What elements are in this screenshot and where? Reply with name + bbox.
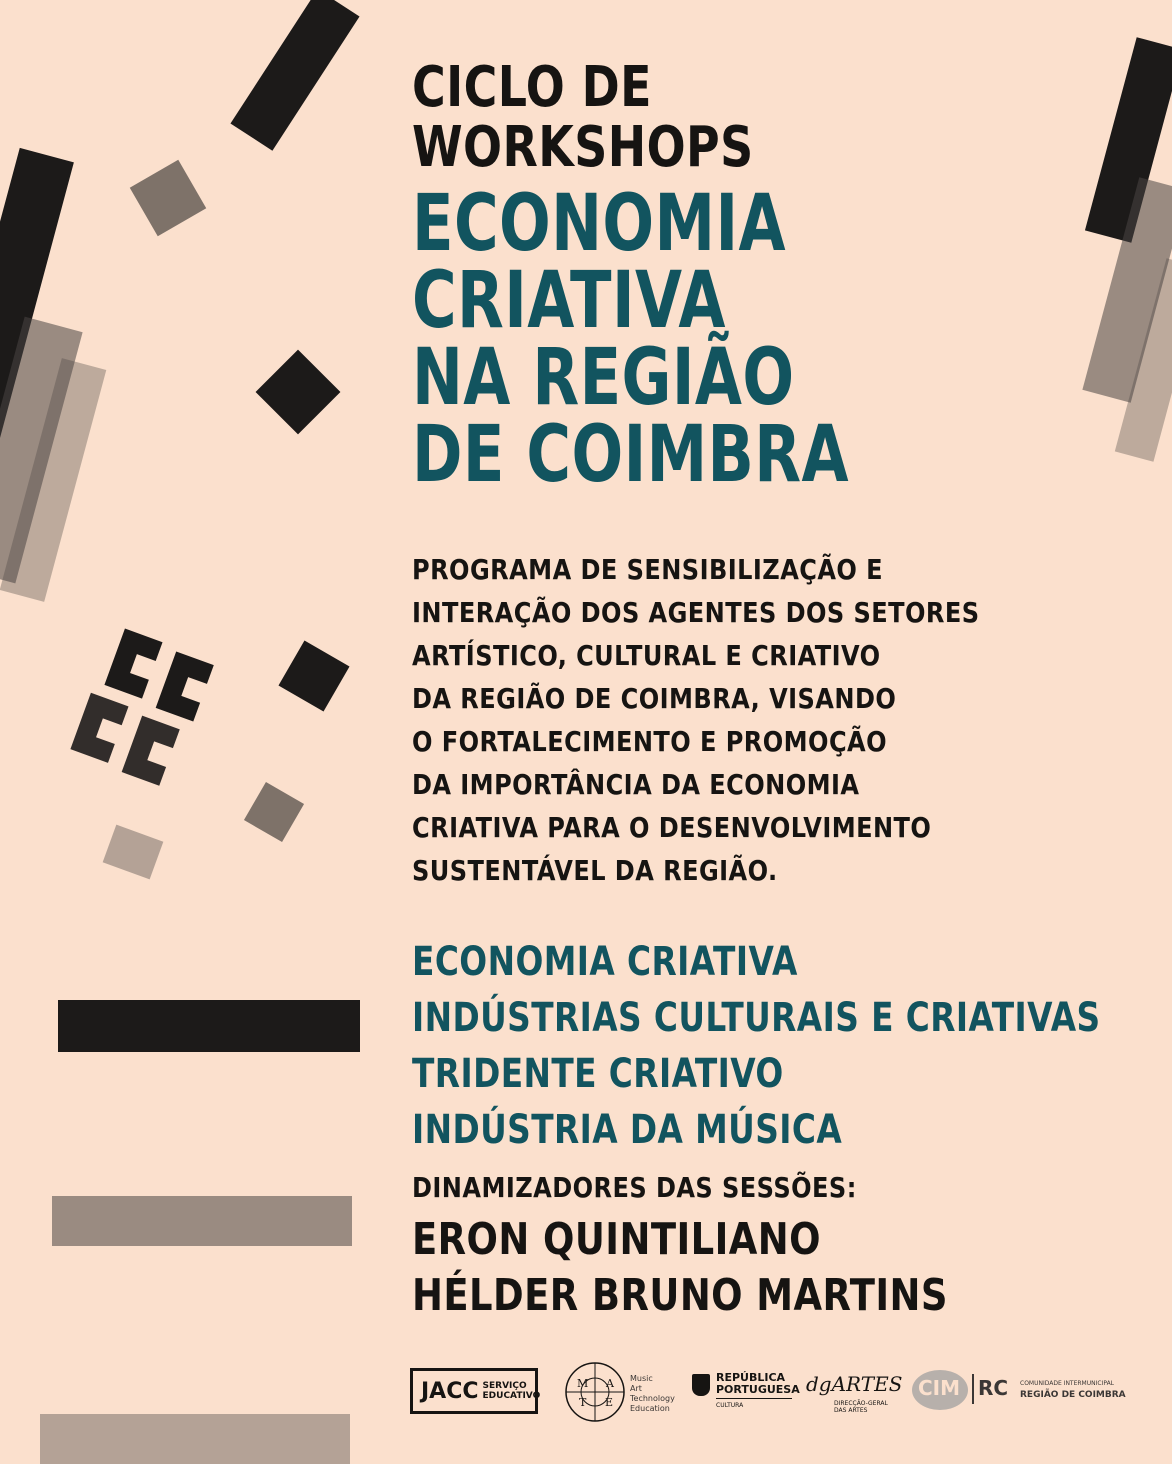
- stamp-bar-top: [230, 0, 359, 151]
- dgartes-sub: DIRECÇÃO-GERAL DAS ARTES: [834, 1400, 888, 1414]
- description-line: ARTÍSTICO, CULTURAL E CRIATIVO: [412, 639, 881, 672]
- mate-label-line: Art: [630, 1384, 642, 1393]
- title: [412, 55, 754, 180]
- mate-letter: M: [577, 1377, 589, 1390]
- republica-portuguesa-logo: [692, 1360, 802, 1424]
- stamp-square-small: [130, 160, 206, 236]
- mate-label-line: Technology: [630, 1394, 675, 1403]
- stamp-diamond: [256, 350, 341, 435]
- topic-item: ECONOMIA CRIATIVA: [412, 939, 798, 985]
- description-line: PROGRAMA DE SENSIBILIZAÇÃO E: [412, 553, 884, 586]
- description-line: O FORTALECIMENTO E PROMOÇÃO: [412, 725, 888, 758]
- dgartes-main: dgARTES: [806, 1372, 903, 1396]
- subtitle-line: CRIATIVA: [412, 256, 726, 346]
- jacc-logo-sub: SERVIÇO EDUCATIVO: [482, 1381, 541, 1401]
- rc-text: RC: [978, 1376, 1009, 1400]
- divider: [972, 1374, 974, 1404]
- jacc-logo: [410, 1368, 541, 1414]
- divider: [716, 1398, 792, 1399]
- stamp-bar-horizontal-faded-2: [40, 1414, 350, 1464]
- republica-logo-text: [716, 1372, 800, 1396]
- republica-line: PORTUGUESA: [716, 1383, 800, 1396]
- cim-text: CIM: [918, 1376, 961, 1400]
- facilitator-name: ERON QUINTILIANO: [412, 1214, 821, 1265]
- stamp-square-faded: [244, 782, 304, 842]
- facilitators-label: DINAMIZADORES DAS SESSÕES:: [412, 1171, 857, 1204]
- subtitle-line: NA REGIÃO: [412, 333, 795, 423]
- description-line: CRIATIVA PARA O DESENVOLVIMENTO: [412, 811, 932, 844]
- facilitator-name: HÉLDER BRUNO MARTINS: [412, 1270, 948, 1321]
- republica-line: REPÚBLICA: [716, 1371, 786, 1384]
- description-line: DA IMPORTÂNCIA DA ECONOMIA: [412, 768, 860, 801]
- title-line: CICLO DE: [412, 55, 652, 120]
- cimrc-logo: [912, 1360, 1140, 1424]
- stamp-square-right: [278, 640, 349, 711]
- subtitle: [412, 179, 850, 500]
- mate-label: [630, 1374, 690, 1414]
- mate-label-line: Music: [630, 1374, 653, 1383]
- mate-logo: [562, 1360, 682, 1424]
- subtitle-line: DE COIMBRA: [412, 410, 850, 500]
- shield-icon: [692, 1374, 710, 1396]
- description-line: INTERAÇÃO DOS AGENTES DOS SETORES: [412, 596, 980, 629]
- jacc-logo-main: JACC: [421, 1378, 479, 1404]
- stamp-bar-horizontal-faded: [52, 1196, 352, 1246]
- facilitators-list: [412, 1212, 948, 1324]
- title-line: WORKSHOPS: [412, 115, 754, 180]
- topic-item: TRIDENTE CRIATIVO: [412, 1051, 784, 1097]
- subtitle-line: ECONOMIA: [412, 179, 786, 269]
- topics-list: [412, 934, 1101, 1158]
- quote-mark-icon: [60, 620, 230, 790]
- cimrc-line2: REGIÃO DE COIMBRA: [1020, 1390, 1126, 1400]
- republica-sub: CULTURA: [716, 1402, 744, 1409]
- topic-item: INDÚSTRIAS CULTURAIS E CRIATIVAS: [412, 995, 1101, 1041]
- mate-letter: T: [579, 1396, 587, 1409]
- stamp-bar-horizontal: [58, 1000, 360, 1052]
- description-line: DA REGIÃO DE COIMBRA, VISANDO: [412, 682, 897, 715]
- mate-emblem-icon: [562, 1360, 628, 1424]
- mate-letter: E: [605, 1396, 614, 1409]
- mate-label-line: Education: [630, 1404, 670, 1413]
- description-line: SUSTENTÁVEL DA REGIÃO.: [412, 854, 778, 887]
- dgartes-logo: [806, 1360, 906, 1424]
- description: [412, 548, 980, 892]
- mate-letter: A: [606, 1377, 614, 1390]
- sponsor-logos: [410, 1360, 1140, 1424]
- topic-item: INDÚSTRIA DA MÚSICA: [412, 1107, 843, 1153]
- stamp-square-faded-2: [103, 825, 164, 880]
- cimrc-line1: COMUNIDADE INTERMUNICIPAL: [1020, 1380, 1115, 1387]
